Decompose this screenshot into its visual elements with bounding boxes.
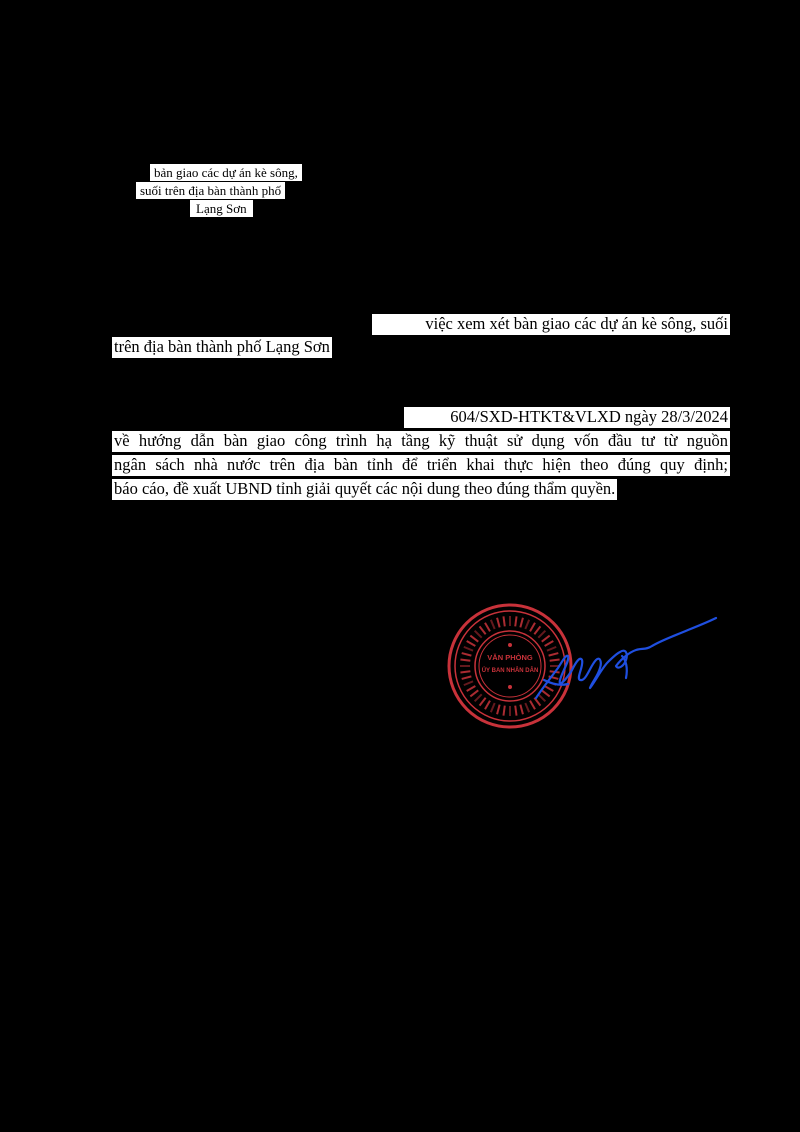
seal-ring-mark bbox=[542, 636, 550, 642]
seal-ring-mark bbox=[491, 620, 495, 629]
seal-ring-mark bbox=[538, 631, 545, 638]
paragraph-1-line-1: việc xem xét bàn giao các dự án kè sông, suối bbox=[372, 314, 730, 335]
seal-center-line-2: ỦY BAN NHÂN DÂN bbox=[481, 668, 539, 674]
seal-ring-mark bbox=[460, 659, 470, 660]
seal-ring-mark bbox=[545, 641, 554, 646]
seal-ring-mark bbox=[467, 686, 476, 691]
seal-ring-mark bbox=[545, 686, 554, 691]
seal-ring-mark bbox=[485, 701, 490, 710]
seal-ring-mark bbox=[464, 647, 473, 651]
seal-ring-mark bbox=[525, 620, 529, 629]
paragraph-2-line-2-wrap bbox=[112, 431, 730, 452]
seal-ring-mark bbox=[549, 653, 559, 656]
paragraph-2-line-2: về hướng dẫn bàn giao công trình hạ tầng kỹ thuật sử dụng vốn đầu tư từ nguồn bbox=[114, 431, 728, 450]
seal-ring-mark bbox=[538, 694, 545, 701]
paragraph-2-line-3-wrap bbox=[112, 455, 730, 476]
seal-ring-mark bbox=[470, 690, 478, 696]
seal-ring-mark bbox=[485, 623, 490, 632]
subject-line-1: bản giao các dự án kè sông, bbox=[150, 164, 302, 181]
paragraph-2-line-4: báo cáo, đề xuất UBND tỉnh giải quyết các nội dung theo đúng thẩm quyền. bbox=[114, 479, 616, 498]
seal-ring-mark bbox=[475, 694, 482, 701]
seal-ring-mark bbox=[491, 703, 495, 712]
seal-ring-mark bbox=[515, 706, 516, 716]
red-official-seal-icon bbox=[440, 596, 730, 736]
paragraph-1-line-2: trên địa bàn thành phố Lạng Sơn bbox=[114, 337, 330, 356]
seal-ring-mark bbox=[464, 681, 473, 685]
seal-ring-mark bbox=[534, 626, 540, 634]
seal-ring-mark bbox=[460, 671, 470, 672]
seal-ring-mark bbox=[497, 618, 500, 628]
seal-ring-mark bbox=[550, 659, 560, 660]
paragraph-2-line-3: ngân sách nhà nước trên địa bàn tỉnh để triển khai thực hiện theo đúng quy định; bbox=[114, 455, 728, 474]
seal-ring-mark bbox=[530, 623, 535, 632]
seal-ring-mark bbox=[470, 636, 478, 642]
paragraph-2-line-1: 604/SXD-HTKT&VLXD ngày 28/3/2024 bbox=[404, 407, 730, 428]
seal-ring-mark bbox=[475, 631, 482, 638]
seal-ring-mark bbox=[542, 690, 550, 696]
seal-ring-mark bbox=[515, 616, 516, 626]
subject-line-3: Lạng Sơn bbox=[190, 200, 253, 217]
seal-center-line-1: VĂN PHÒNG bbox=[487, 653, 533, 662]
subject-line-2: suối trên địa bàn thành phố bbox=[136, 182, 285, 199]
seal-ring-mark bbox=[547, 647, 556, 651]
seal-ring-mark bbox=[480, 698, 486, 706]
seal-ring-mark bbox=[503, 616, 504, 626]
seal-and-signature bbox=[440, 596, 730, 736]
seal-ring-mark bbox=[480, 626, 486, 634]
seal-ring-mark bbox=[462, 653, 472, 656]
seal-ring-mark bbox=[503, 706, 504, 716]
seal-ring-mark bbox=[467, 641, 476, 646]
seal-ring-mark bbox=[462, 676, 472, 679]
seal-ring-mark bbox=[520, 618, 523, 628]
handwritten-signature-icon bbox=[536, 618, 716, 698]
seal-ring-mark bbox=[534, 698, 540, 706]
seal-ring-mark bbox=[530, 701, 535, 710]
seal-ring-mark bbox=[520, 705, 523, 715]
seal-ring-mark bbox=[525, 703, 529, 712]
seal-ring-mark bbox=[497, 705, 500, 715]
